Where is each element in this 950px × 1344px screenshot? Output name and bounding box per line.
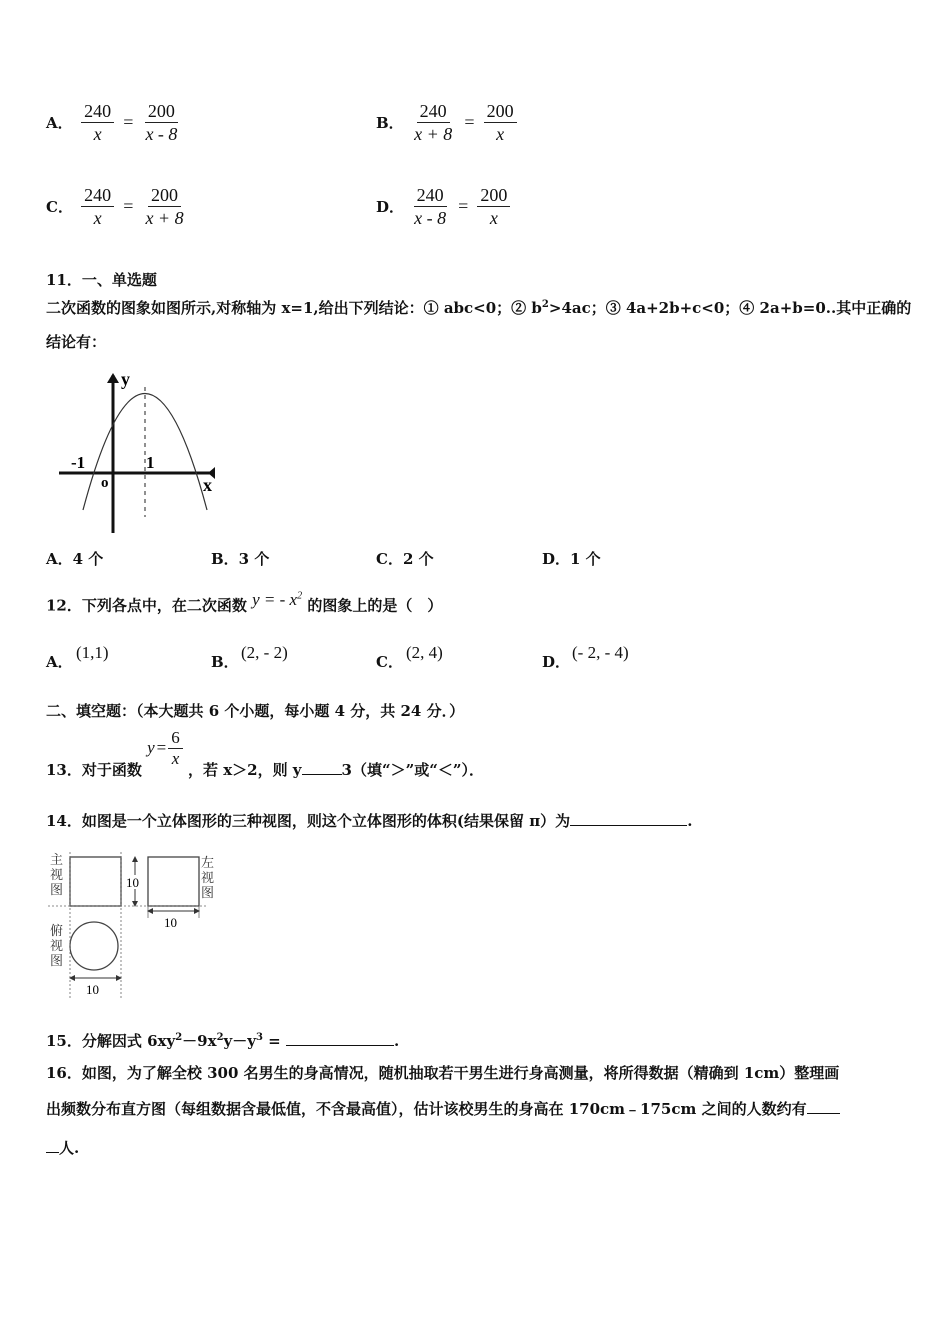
option-letter: C． <box>46 198 73 216</box>
equals-sign: = <box>123 112 134 132</box>
sup: 2 <box>175 1032 183 1043</box>
top-view-circle <box>70 922 118 970</box>
q11-option-b: B．3 个 <box>211 550 270 568</box>
q13-fraction <box>168 728 183 769</box>
q15-text-2: －9x <box>182 1032 217 1050</box>
denominator: x <box>489 208 498 228</box>
fraction-left <box>411 100 455 145</box>
option-letter: B． <box>376 114 404 132</box>
denominator: x <box>93 208 102 228</box>
q12-prefix: 12．下列各点中，在二次函数 <box>46 596 247 615</box>
point: (2, 4) <box>406 643 443 662</box>
section-fill-in-header: 二、填空题：（本大题共 6 个小题，每小题 4 分，共 24 分．） <box>46 702 465 720</box>
q12-function-sup: 2 <box>297 590 303 601</box>
option-letter: A． <box>46 653 73 671</box>
q13-equals: = <box>156 737 167 757</box>
sup: 3 <box>255 1032 263 1043</box>
denominator: x + 8 <box>145 208 184 228</box>
equals-sign: = <box>458 196 469 216</box>
q11-header: 11．一、单选题 <box>46 271 157 289</box>
y-label: y <box>121 369 130 389</box>
origin-label: o <box>101 475 109 491</box>
q12-option-a <box>46 643 109 671</box>
q15-answer-blank[interactable] <box>286 1045 394 1046</box>
fraction-right <box>477 184 510 229</box>
q11-text-a: 二次函数的图象如图所示,对称轴为 x=1,给出下列结论：① abc<0；② b <box>46 299 542 317</box>
numerator: 240 <box>417 100 450 123</box>
top-width-label: 10 <box>86 982 99 997</box>
point: (2, - 2) <box>241 643 288 662</box>
q11-option-a: A．4 个 <box>46 550 104 568</box>
equals-sign: = <box>123 196 134 216</box>
left-view-label: 左视图 <box>201 856 215 901</box>
denominator: x - 8 <box>145 124 178 144</box>
point: (1,1) <box>76 643 109 662</box>
q15-text: 15．分解因式 6xy <box>46 1032 176 1050</box>
numerator: 200 <box>477 184 510 207</box>
q13-answer-blank[interactable] <box>302 774 342 775</box>
q16-line-1: 16．如图，为了解全校 300 名男生的身高情况，随机抽取若干男生进行身高测量，将所得数据（精确到 1cm）整理画 <box>46 1064 840 1082</box>
q14-statement <box>46 811 692 831</box>
q10-option-a <box>46 100 180 145</box>
denominator: x + 8 <box>414 124 453 144</box>
equals-sign: = <box>464 112 475 132</box>
q13-y: y <box>147 737 155 757</box>
y-axis-arrow <box>107 373 119 383</box>
fraction-right <box>142 100 180 145</box>
denominator: x <box>171 749 180 768</box>
numerator: 240 <box>414 184 447 207</box>
numerator: 200 <box>145 100 178 123</box>
q14-text: 14．如图是一个立体图形的三种视图，则这个立体图形的体积(结果保留 π）为 <box>46 812 571 830</box>
denominator: x - 8 <box>414 208 447 228</box>
q12-option-c <box>376 643 443 671</box>
fraction-right <box>142 184 186 229</box>
option-letter: B． <box>211 653 239 671</box>
q11-text-b: >4ac；③ 4a+2b+c<0；④ 2a+b=0..其中正确的 <box>548 299 912 317</box>
q15-statement <box>46 1028 399 1051</box>
q13-mid: ，若 x＞2，则 y <box>187 760 302 779</box>
denominator: x <box>93 124 102 144</box>
q15-text-3: y－y <box>223 1032 256 1050</box>
q16-line-3-text: 人. <box>59 1139 80 1157</box>
front-view-label: 主视图 <box>50 853 64 898</box>
fraction-left <box>81 100 114 145</box>
q16-line-2 <box>46 1099 840 1119</box>
q11-statement-end: 结论有： <box>46 333 107 351</box>
numerator: 200 <box>148 184 181 207</box>
q16-line-3 <box>46 1138 79 1158</box>
arrow-head <box>132 856 138 862</box>
q16-answer-blank-cont[interactable] <box>46 1152 59 1153</box>
left-view-square <box>148 857 199 906</box>
q11-superscript: 2 <box>541 299 549 310</box>
q15-end: . <box>393 1032 400 1050</box>
fraction-left <box>411 184 449 229</box>
three-views-figure <box>48 852 220 1000</box>
parabola-graph <box>55 365 230 540</box>
q12-option-b <box>211 643 288 671</box>
q15-text-4: = <box>262 1032 286 1050</box>
q10-option-d <box>376 184 510 229</box>
x-label: x <box>203 475 212 495</box>
q12-statement <box>46 589 443 616</box>
q13-rest <box>188 761 484 779</box>
fraction-left <box>81 184 114 229</box>
point: (- 2, - 4) <box>572 643 629 662</box>
numerator: 240 <box>81 100 114 123</box>
fraction-right <box>484 100 517 145</box>
q16-answer-blank[interactable] <box>807 1113 840 1114</box>
q10-option-c <box>46 184 187 229</box>
q13-suffix: 3（填“＞”或“＜”）． <box>341 760 484 779</box>
q11-option-c: C．2 个 <box>376 550 434 568</box>
q14-answer-blank[interactable] <box>570 825 687 826</box>
q13-prefix: 13．对于函数 <box>46 760 142 779</box>
option-letter: A． <box>46 114 73 132</box>
q11-option-d: D．1 个 <box>542 550 601 568</box>
q10-option-b <box>376 100 517 145</box>
q11-statement <box>46 295 916 318</box>
denominator: x <box>496 124 505 144</box>
q12-function-text: y = - x <box>252 589 298 609</box>
neg-one-label: -1 <box>71 453 86 472</box>
front-view-square <box>70 857 121 906</box>
top-view-label: 俯视图 <box>50 924 64 969</box>
option-letter: D． <box>376 198 405 216</box>
option-letter: D． <box>542 653 571 671</box>
q13-statement <box>46 728 484 779</box>
option-letter: C． <box>376 653 403 671</box>
q16-line-2-text: 出频数分布直方图（每组数据含最低值，不含最高值），估计该校男生的身高在 170cm﹣175cm 之间的人数约有 <box>46 1100 807 1118</box>
sup: 2 <box>216 1032 224 1043</box>
q12-option-d <box>542 643 629 671</box>
numerator: 6 <box>168 728 183 749</box>
one-label: 1 <box>146 453 155 472</box>
left-width-label: 10 <box>164 915 177 930</box>
numerator: 240 <box>81 184 114 207</box>
numerator: 200 <box>484 100 517 123</box>
q12-function <box>252 590 302 609</box>
height-label: 10 <box>126 875 139 890</box>
q12-suffix: 的图象上的是（ ） <box>307 596 443 615</box>
q14-end: . <box>687 812 693 830</box>
